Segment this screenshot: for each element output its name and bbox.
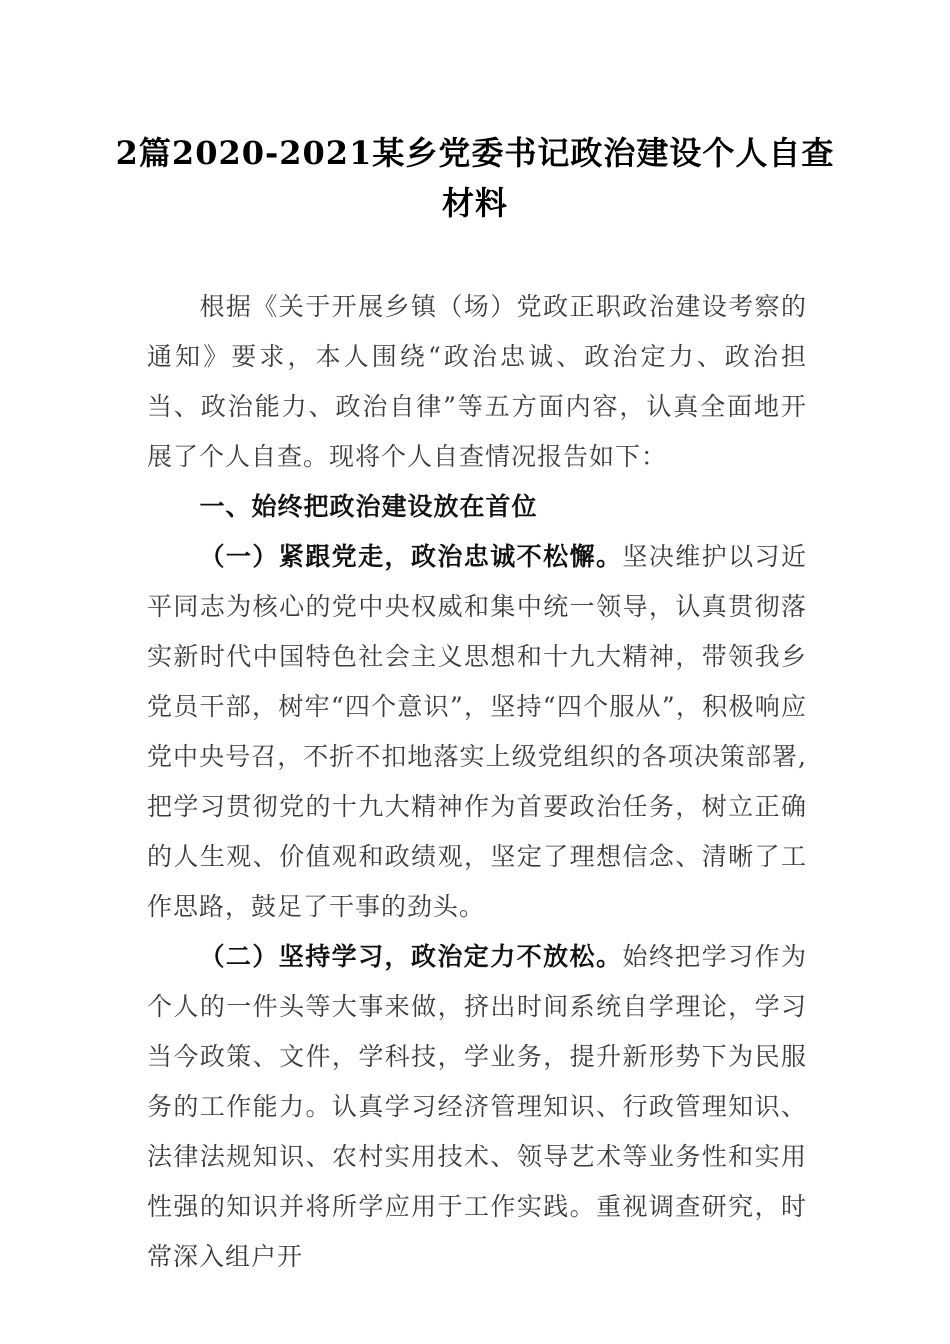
paragraph-1-text: 坚决维护以习近平同志为核心的党中央权威和集中统一领导，认真贯彻落实新时代中国特色社会主义思想和十九大精神，带领我乡党员干部，树牢“四个意识”，坚持“四个服从”，积极响应党中央号召，不折不扣地落实上级党组织的各项决策部署,把学习贯彻党的十九大精神作为首要政治任务，树立正确的人生观、价值观和政绩观，坚定了理想信念、清晰了工作思路，鼓足了干事的劲头。 [147, 542, 807, 921]
paragraph-2 [147, 932, 807, 1282]
paragraph-2-lead: （二）坚持学习，政治定力不放松。 [199, 942, 623, 971]
paragraph-2-text: 始终把学习作为个人的一件头等大事来做，挤出时间系统自学理论，学习当今政策、文件，学科技，学业务，提升新形势下为民服务的工作能力。认真学习经济管理知识、行政管理知识、法律法规知识、农村实用技术、领导艺术等业务性和实用性强的知识并将所学应用于工作实践。重视调查研究，时常深入组户开 [147, 942, 807, 1271]
document-body [147, 282, 807, 1282]
paragraph-1-lead: （一）紧跟党走，政治忠诚不松懈。 [199, 542, 623, 571]
document-title: 2篇2020-2021某乡党委书记政治建设个人自查材料 [115, 134, 835, 222]
paragraph-1 [147, 532, 807, 932]
section-heading: 一、始终把政治建设放在首位 [199, 492, 538, 521]
intro-paragraph: 根据《关于开展乡镇（场）党政正职政治建设考察的通知》要求，本人围绕“政治忠诚、政治定力、政治担当、政治能力、政治自律”等五方面内容，认真全面地开展了个人自查。现将个人自查情况报告如下： [147, 292, 807, 471]
